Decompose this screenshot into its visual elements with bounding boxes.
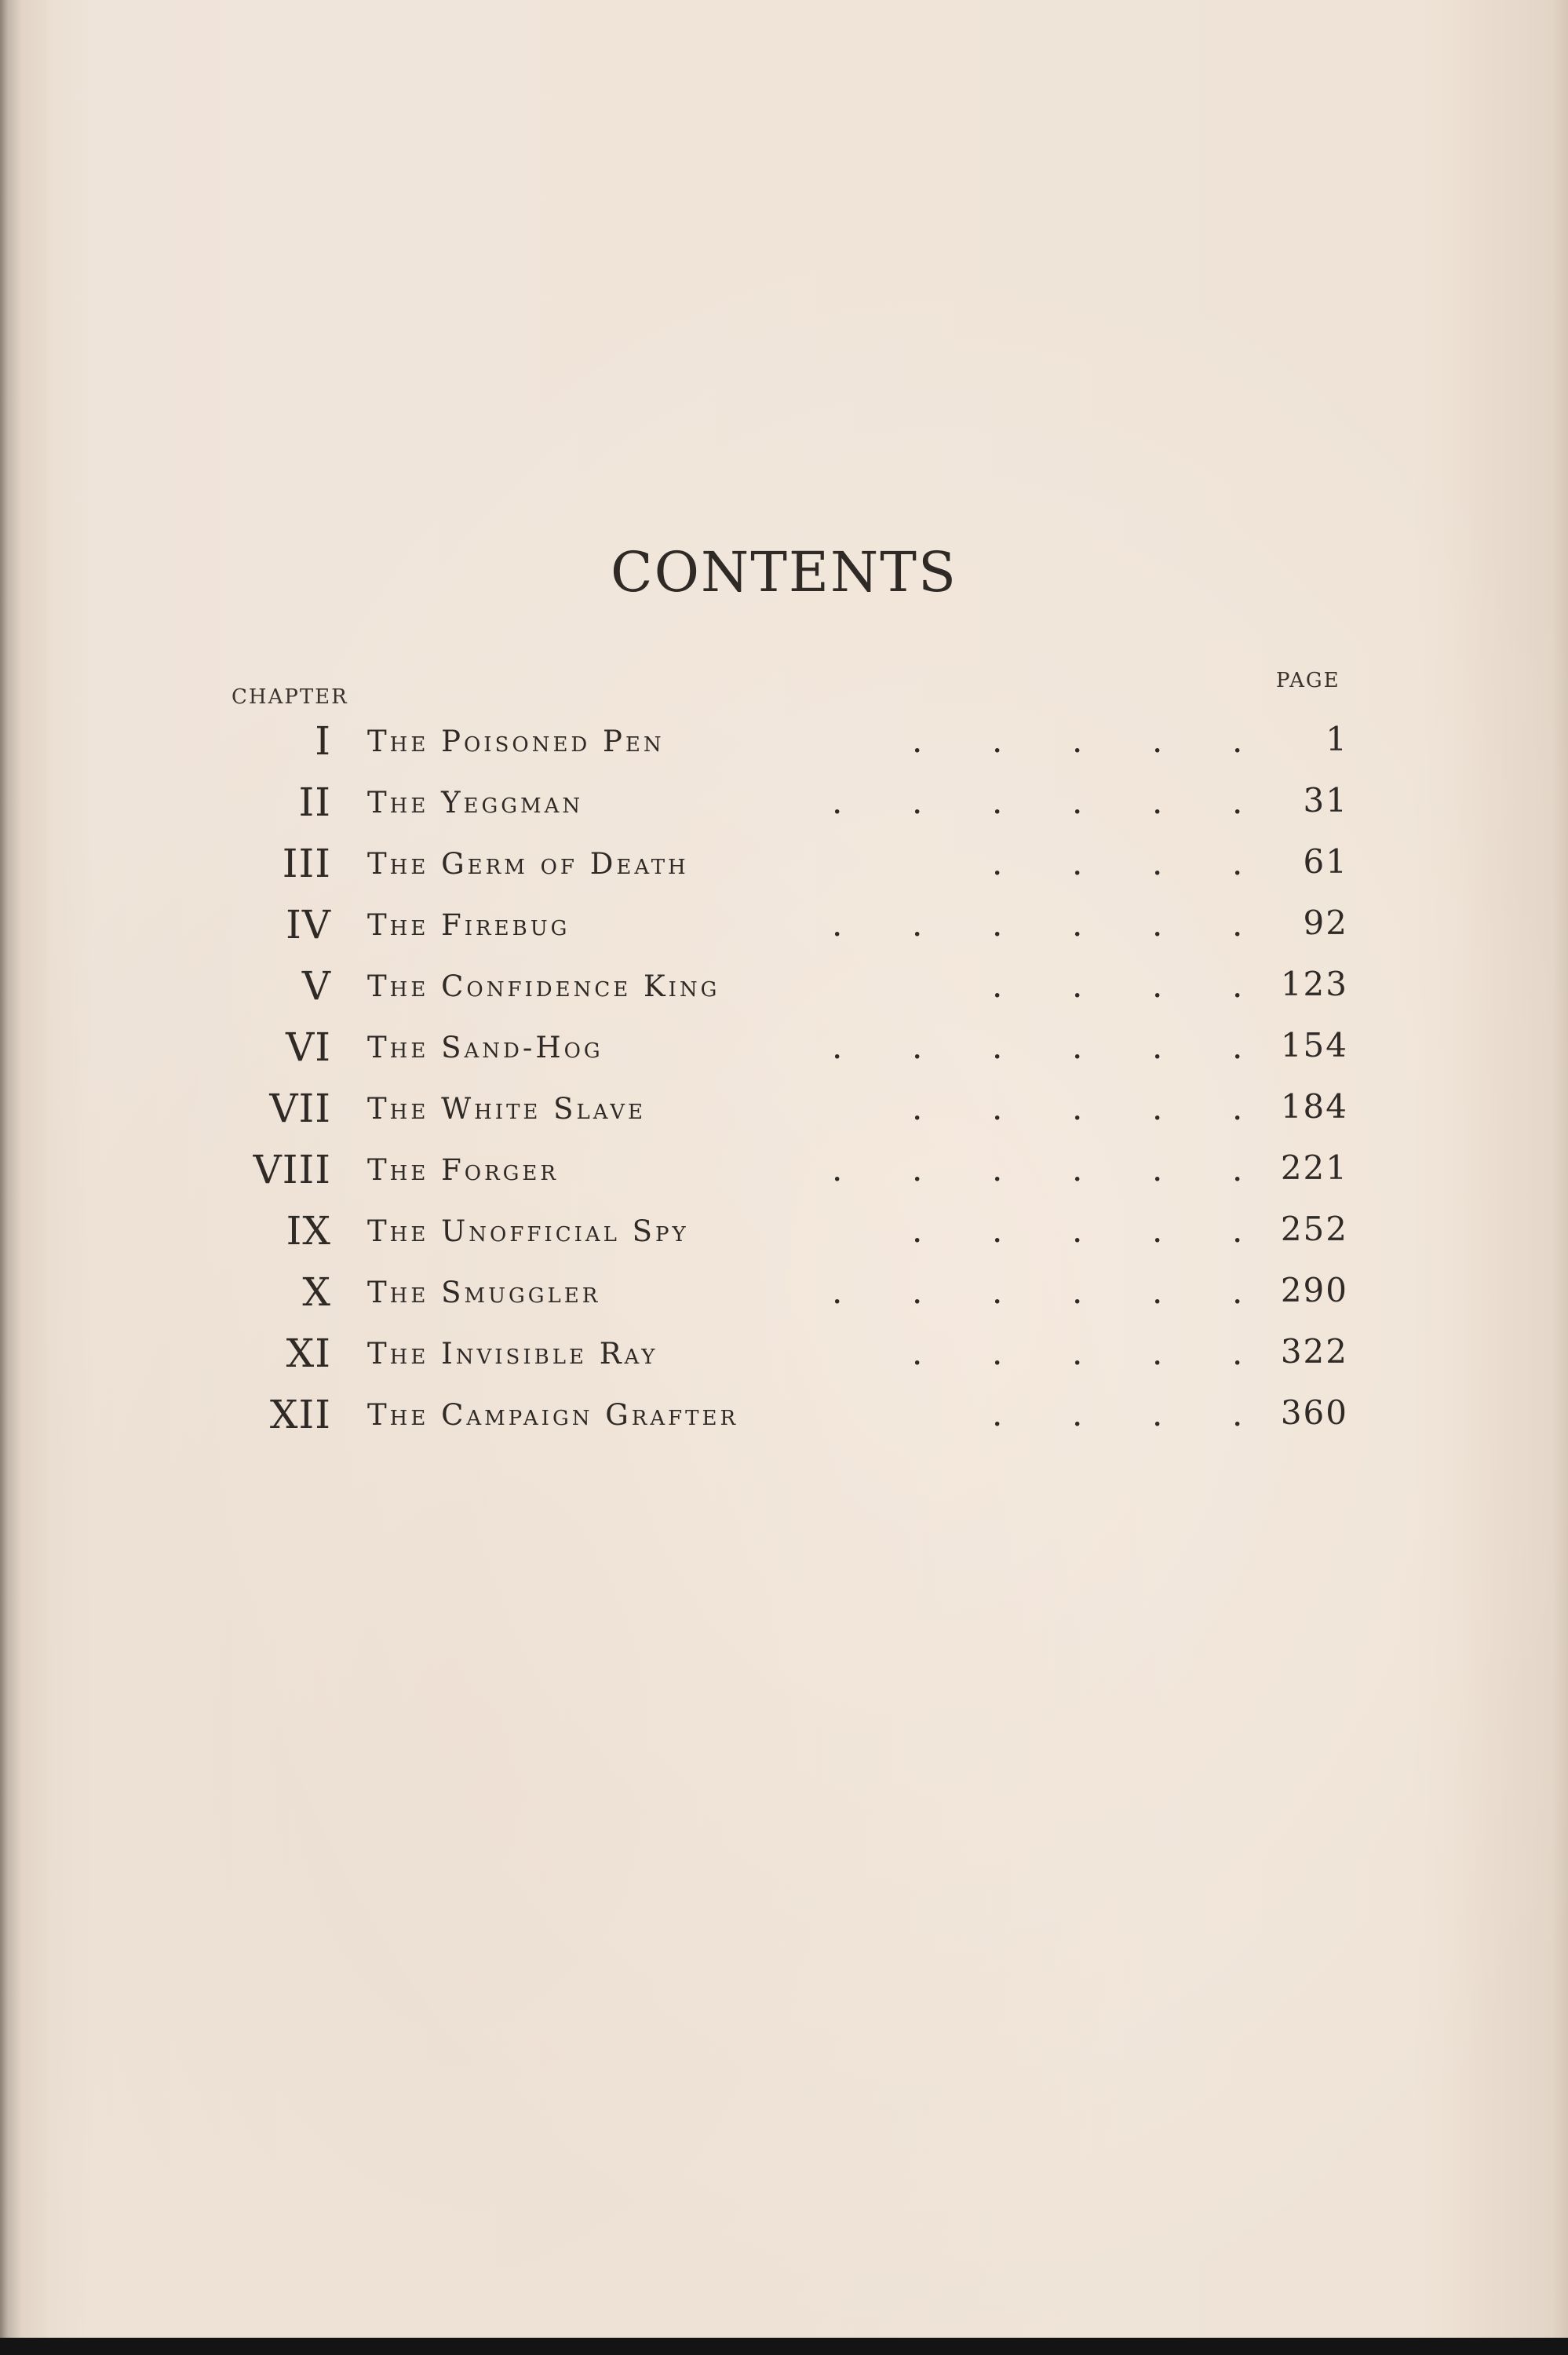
chapter-page-number: 184 xyxy=(1280,1087,1348,1126)
chapter-title: The Campaign Grafter xyxy=(367,1398,739,1432)
chapter-number: VI xyxy=(286,1024,331,1070)
chapter-page-number: 360 xyxy=(1280,1393,1348,1432)
chapter-page-number: 61 xyxy=(1303,842,1348,881)
toc-entry xyxy=(0,1269,1568,1324)
dot-leader: . . . . . . xyxy=(832,1028,1243,1066)
toc-entry xyxy=(0,1024,1568,1079)
chapter-number: IV xyxy=(286,902,331,947)
chapter-page-number: 123 xyxy=(1280,965,1348,1003)
chapter-title: The Confidence King xyxy=(367,969,720,1003)
chapter-title: The Firebug xyxy=(367,908,571,942)
dot-leader: . . . . . xyxy=(912,721,1243,760)
chapter-page-number: 31 xyxy=(1303,781,1348,820)
dot-leader: . . . . xyxy=(992,966,1243,1005)
page-column-header: PAGE xyxy=(1276,669,1340,692)
page-title: CONTENTS xyxy=(611,540,957,604)
chapter-page-number: 252 xyxy=(1280,1210,1348,1248)
chapter-title: The Forger xyxy=(367,1153,559,1187)
toc-entry xyxy=(0,841,1568,896)
dot-leader: . . . . xyxy=(992,1395,1243,1433)
scan-background xyxy=(0,2338,1568,2355)
chapter-column-header: CHAPTER xyxy=(232,685,348,709)
toc-entry xyxy=(0,1147,1568,1202)
toc-entry xyxy=(0,1086,1568,1141)
dot-leader: . . . . . xyxy=(912,1089,1243,1127)
chapter-page-number: 221 xyxy=(1280,1148,1348,1187)
toc-entry xyxy=(0,1392,1568,1447)
chapter-title: The Yeggman xyxy=(367,786,584,820)
dot-leader: . . . . xyxy=(992,844,1243,882)
chapter-number: XII xyxy=(269,1392,331,1437)
chapter-title: The Germ of Death xyxy=(367,847,689,881)
dot-leader: . . . . . . xyxy=(832,1272,1243,1311)
chapter-title: The Smuggler xyxy=(367,1276,601,1309)
chapter-number: VII xyxy=(269,1086,331,1131)
dot-leader: . . . . . xyxy=(912,1334,1243,1372)
chapter-page-number: 290 xyxy=(1280,1271,1348,1309)
chapter-page-number: 1 xyxy=(1326,720,1348,758)
toc-entry xyxy=(0,1331,1568,1386)
dot-leader: . . . . . . xyxy=(832,1150,1243,1188)
toc-entry xyxy=(0,1208,1568,1263)
toc-entry xyxy=(0,902,1568,957)
chapter-page-number: 154 xyxy=(1280,1026,1348,1064)
chapter-number: II xyxy=(298,780,331,825)
chapter-page-number: 322 xyxy=(1280,1332,1348,1371)
chapter-title: The Poisoned Pen xyxy=(367,725,665,758)
dot-leader: . . . . . . xyxy=(832,905,1243,944)
chapter-page-number: 92 xyxy=(1303,904,1348,942)
chapter-number: III xyxy=(282,841,331,886)
toc-entry xyxy=(0,780,1568,834)
chapter-number: I xyxy=(315,718,331,764)
chapter-title: The Invisible Ray xyxy=(367,1337,658,1371)
chapter-number: V xyxy=(301,963,331,1009)
chapter-title: The Sand-Hog xyxy=(367,1031,603,1064)
chapter-number: VIII xyxy=(253,1147,331,1192)
chapter-number: XI xyxy=(286,1331,331,1376)
dot-leader: . . . . . xyxy=(912,1211,1243,1250)
toc-entry xyxy=(0,963,1568,1018)
chapter-number: IX xyxy=(286,1208,331,1254)
dot-leader: . . . . . . xyxy=(832,783,1243,821)
chapter-number: X xyxy=(302,1269,331,1315)
chapter-title: The Unofficial Spy xyxy=(367,1214,689,1248)
toc-entry xyxy=(0,718,1568,773)
chapter-title: The White Slave xyxy=(367,1092,646,1126)
